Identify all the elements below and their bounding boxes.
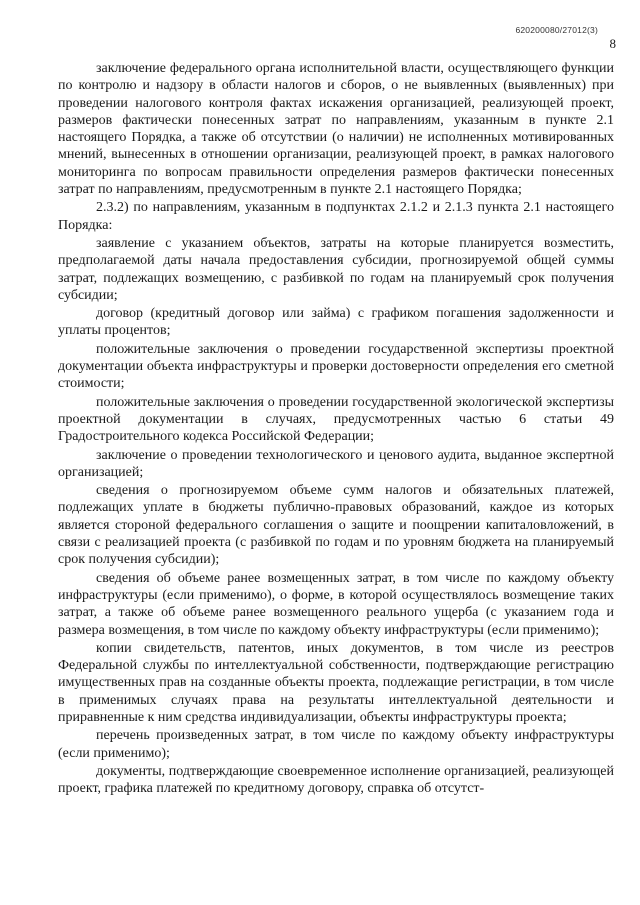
paragraph: сведения об объеме ранее возмещенных затрат, в том числе по каждому объекту инфраструктуры (если применимо), о форме, в которой осуществлялось возмещение таких затрат, а также об объеме ранее возмещенного реального ущерба (с указанием года и размера возмещения, в том числе по каждому объекту инфраструктуры (если применимо); [58, 570, 614, 638]
paragraph: перечень произведенных затрат, в том числе по каждому объекту инфраструктуры (если применимо); [58, 728, 614, 761]
paragraph: сведения о прогнозируемом объеме сумм налогов и обязательных платежей, подлежащих уплате в бюджеты публично-правовых образований, каждое из которых является стороной федерального соглашения о защите и поощрении капиталовложений, в связи с реализацией проекта (с разбивкой по годам и по уровням бюджета на планируемый срок получения субсидии); [58, 483, 614, 568]
page-number: 8 [609, 36, 616, 51]
paragraph: положительные заключения о проведении государственной экологической экспертизы проектной документации в случаях, предусмотренных частью 6 статьи 49 Градостроительного кодекса Российской Федерации; [58, 394, 614, 445]
paragraph: документы, подтверждающие своевременное исполнение организацией, реализующей проект, графика платежей по кредитному договору, справка об отсутст- [58, 763, 614, 797]
paragraph: договор (кредитный договор или займа) с графиком погашения задолженности и уплаты процентов; [58, 306, 614, 339]
document-body [58, 60, 614, 798]
paragraph: заключение о проведении технологического и ценового аудита, выданное экспертной организацией; [58, 447, 614, 480]
paragraph: заключение федерального органа исполнительной власти, осуществляющего функции по контролю и надзору в области налогов и сборов, о не выявленных (выявленных) при проведении налогового контроля фактах искажения организацией, реализующей проект, размеров фактически понесенных затрат по направлениям, указанным в пункте 2.1 настоящего Порядка, а также об отсутствии (о наличии) не исполненных мотивированных мнений, вынесенных в отношении организации, реализующей проект, в рамках налогового мониторинга по вопросам правильности определения размеров фактически понесенных затрат по направлениям, предусмотренным в пункте 2.1 настоящего Порядка; [58, 61, 614, 198]
paragraph: 2.3.2) по направлениям, указанным в подпунктах 2.1.2 и 2.1.3 пункта 2.1 настоящего Порядка: [58, 200, 614, 233]
paragraph: положительные заключения о проведении государственной экспертизы проектной документации объекта инфраструктуры и проверки достоверности определения его сметной стоимости; [58, 341, 614, 392]
document-code: 620200080/27012(3) [515, 25, 598, 35]
paragraph: копии свидетельств, патентов, иных документов, в том числе из реестров Федеральной службы по интеллектуальной собственности, подтверждающие регистрацию имущественных прав на созданные объекты проекта, подлежащие регистрации, в том числе в применимых случаях права на результаты интеллектуальной деятельности и приравненные к ним средства индивидуализации, объекты инфраструктуры проекта; [58, 640, 614, 725]
paragraph: заявление с указанием объектов, затраты на которые планируется возместить, предполагаемой даты начала предоставления субсидии, прогнозируемой общей суммы затрат, подлежащих возмещению, с разбивкой по годам на планируемый срок получения субсидии; [58, 235, 614, 303]
